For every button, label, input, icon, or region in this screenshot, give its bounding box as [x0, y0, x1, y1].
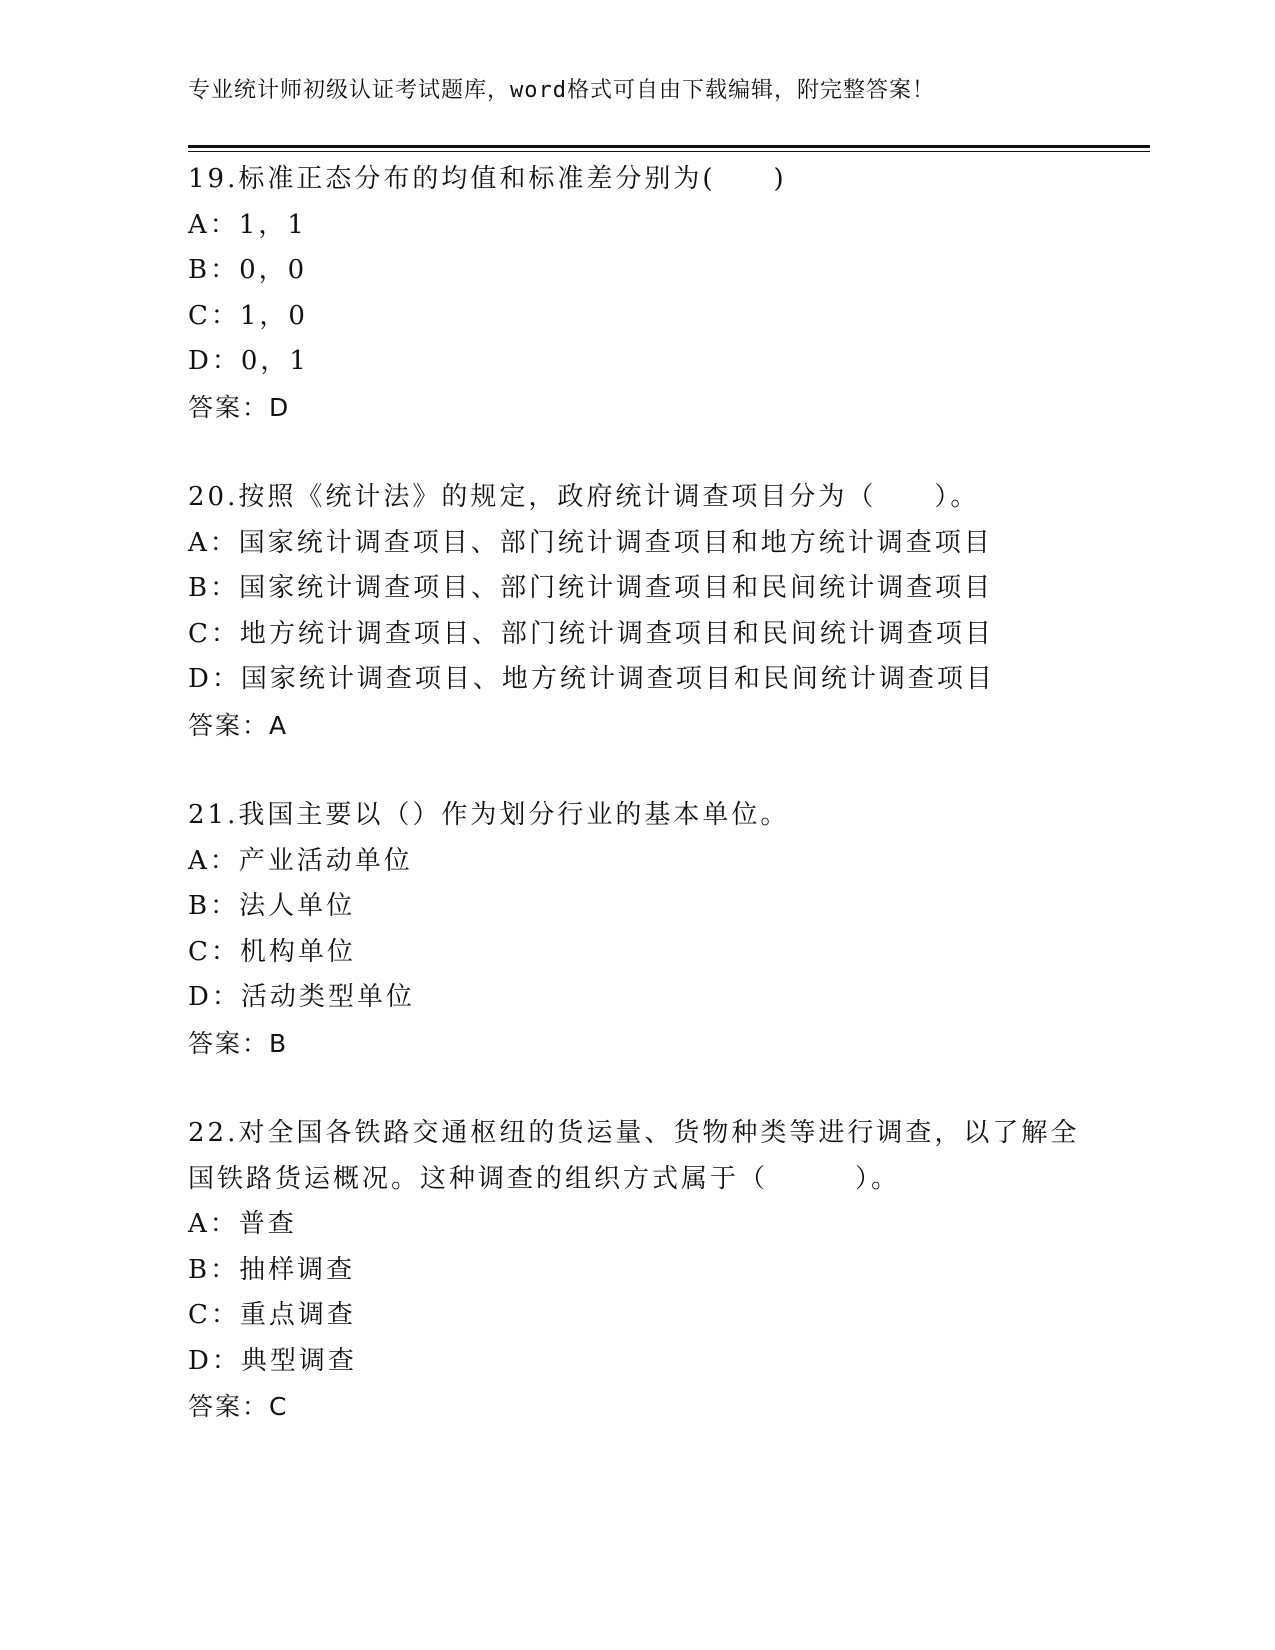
- answer-label: 答案：D: [188, 392, 291, 422]
- option-b: B：0，0: [188, 255, 308, 285]
- option-b: B：国家统计调查项目、部门统计调查项目和民间统计调查项目: [188, 573, 994, 603]
- question-22: [188, 1111, 1088, 1430]
- option-c: C：1，0: [188, 300, 308, 331]
- option-d: D：0，1: [188, 346, 309, 376]
- option-b: B：法人单位: [188, 891, 356, 921]
- option-c: C：地方统计调查项目、部门统计调查项目和民间统计调查项目: [188, 618, 994, 649]
- question-stem: 22.对全国各铁路交通枢纽的货运量、货物种类等进行调查，以了解全国铁路货运概况。这种调查的组织方式属于（ ）。: [188, 1118, 1080, 1194]
- page-header: 专业统计师初级认证考试题库，word格式可自由下载编辑，附完整答案！: [188, 78, 935, 103]
- header-rule-thick: [188, 145, 1150, 148]
- header-rule-thin: [188, 151, 1150, 152]
- question-20: [188, 475, 1088, 748]
- question-stem: 20.按照《统计法》的规定，政府统计调查项目分为（ ）。: [188, 482, 980, 512]
- option-c: C：重点调查: [188, 1300, 356, 1330]
- option-a: A：国家统计调查项目、部门统计调查项目和地方统计调查项目: [188, 527, 993, 558]
- question-stem: 21.我国主要以（）作为划分行业的基本单位。: [188, 800, 790, 830]
- option-a: A：产业活动单位: [188, 845, 413, 876]
- question-19: [188, 157, 1088, 430]
- question-stem: 19.标准正态分布的均值和标准差分别为( ): [188, 164, 787, 194]
- answer-label: 答案：C: [188, 1392, 289, 1421]
- option-d: D：典型调查: [188, 1345, 357, 1376]
- answer-label: 答案：A: [188, 710, 289, 740]
- option-d: D：活动类型单位: [188, 982, 415, 1012]
- answer-label: 答案：B: [188, 1028, 289, 1058]
- option-b: B：抽样调查: [188, 1254, 356, 1285]
- option-d: D：国家统计调查项目、地方统计调查项目和民间统计调查项目: [188, 664, 995, 694]
- option-a: A：普查: [188, 1209, 297, 1239]
- option-a: A：1，1: [188, 209, 307, 240]
- question-21: [188, 793, 1088, 1066]
- question-list: [188, 157, 1088, 1430]
- option-c: C：机构单位: [188, 936, 356, 967]
